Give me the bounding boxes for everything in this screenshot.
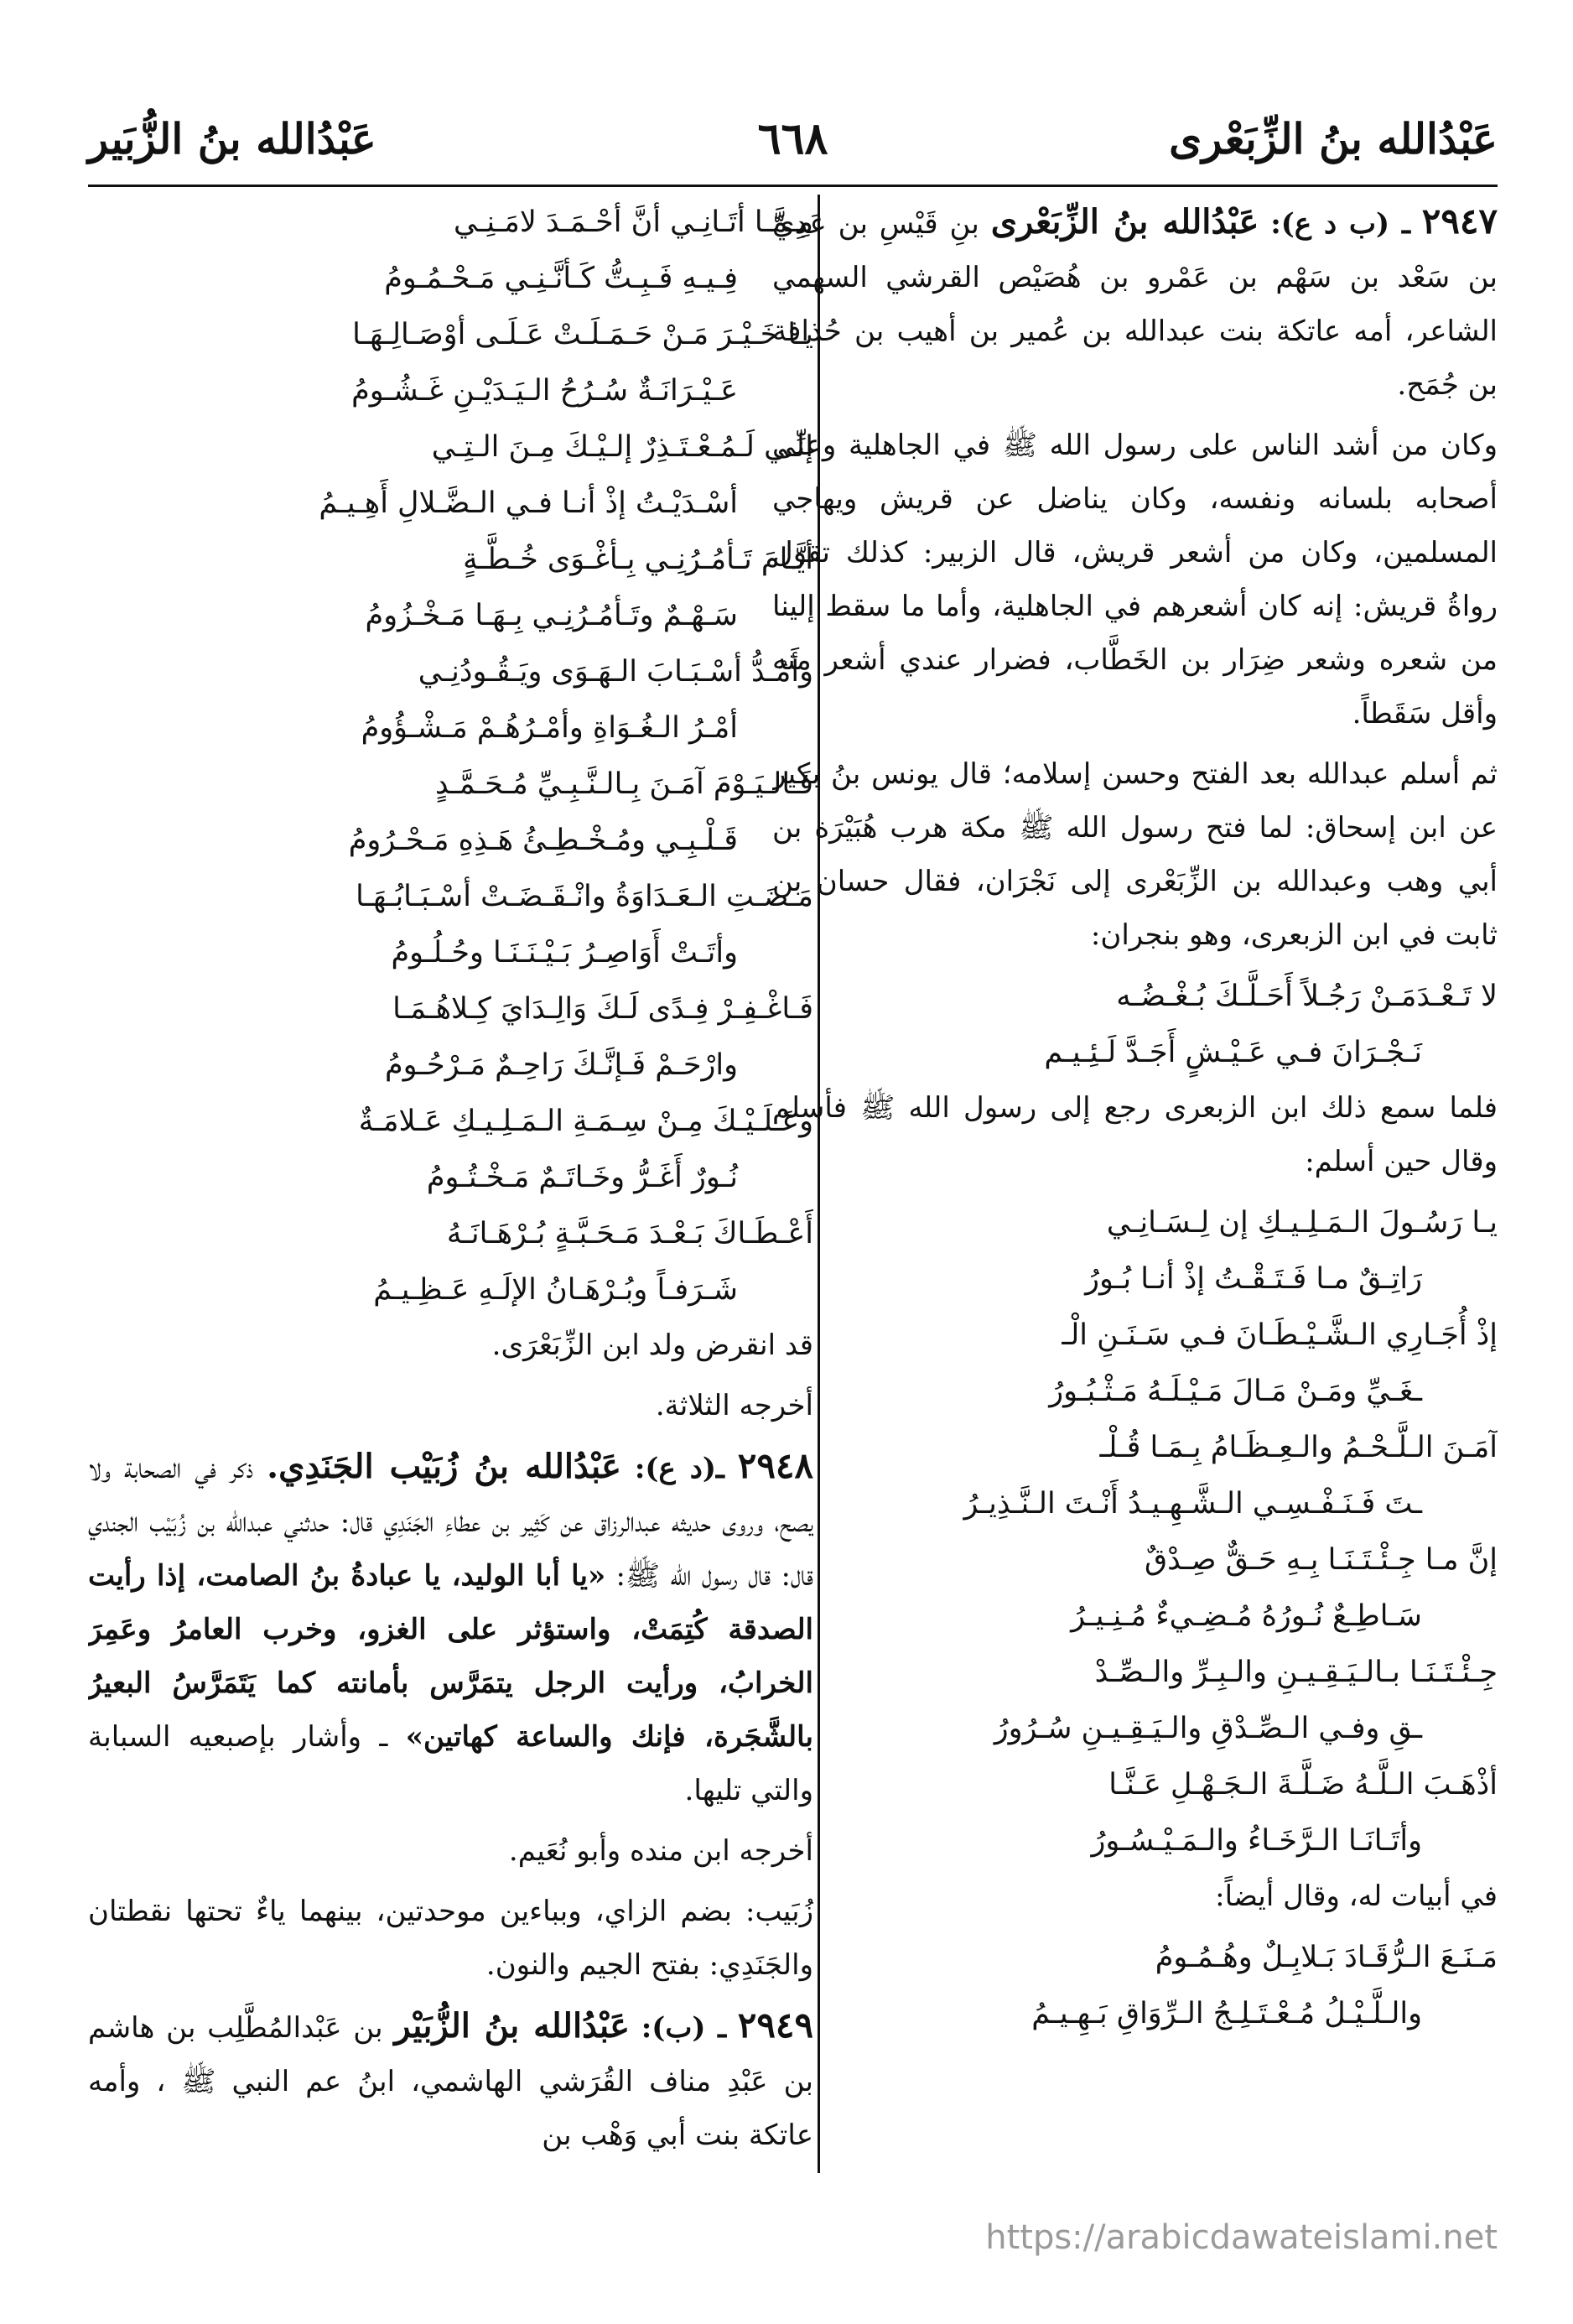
verse-line: أَعْـطَـاكَ بَـعْـدَ مَـحَـبَّـةٍ بُـرْهَـانَـهُ bbox=[446, 1217, 813, 1250]
entry-code: ـ (ب د ع): bbox=[1270, 207, 1410, 241]
verse-line: فَـالـيَـوْمَ آمَـنَ بِـالـنَّـبِـيِّ مُـحَـمَّـدٍ bbox=[435, 767, 813, 801]
verse-line: وأَمُـدُّ أسْـبَـابَ الـهَـوَى ويَـقُـودُنِـي bbox=[418, 655, 813, 689]
verse-line: إنَّ مـا جِـئْـتَـنَـا بِـهِ حَـقٌّ صِـدْقٌ bbox=[1144, 1543, 1498, 1577]
verse-line: ـغَـيِّ ومَـنْ مَـالَ مَـيْـلَـهُ مَـثْـبُـورُ bbox=[1049, 1375, 1422, 1408]
verse-line: أذْهَـبَ الـلَّـهُ ضَـلَّـةَ الـجَـهْـلِ عَـنَّـا bbox=[1108, 1768, 1498, 1801]
page-header bbox=[88, 92, 1498, 187]
right-column bbox=[772, 195, 1498, 2173]
entry-code: ـ(د ع): bbox=[634, 1452, 724, 1485]
entry-name: عَبْدُالله بنُ زُبَيْب الجَنَدِي. bbox=[267, 1447, 621, 1486]
verse-line: والـلَّـيْـلُ مُـعْـتَـلِـجُ الـرِّوَاقِ بَـهِـيـمُ bbox=[1031, 1997, 1422, 2030]
watermark-url: https://arabicdawateislami.net bbox=[985, 2218, 1498, 2257]
paragraph: أخرجه ابن منده وأبو نُعَيم. bbox=[508, 1834, 813, 1868]
poem bbox=[88, 195, 813, 1318]
entry-name: عَبْدُالله بنُ الزِّبَعْرى bbox=[990, 202, 1259, 242]
verse-line: جِـئْـتَـنَـا بـالـيَـقِـيـنِ والـبِـرِّ والـصِّـدْ bbox=[1094, 1656, 1498, 1689]
verse-line: أمْـرُ الـغُـوَاةِ وأمْـرُهُـمْ مَـشْـؤُومُ bbox=[361, 711, 738, 745]
verse-line: أيَّـامَ تَـأمُـرُنِـي بِـأغْـوَى خُـطَّـةٍ bbox=[463, 543, 813, 576]
poem bbox=[772, 1195, 1498, 1869]
verse-line: ـقِ وفـي الـصِّـدْقِ والـيَـقِـيـنِ سُـرُورُ bbox=[994, 1712, 1422, 1745]
verse-line: سَـهْـمٌ وتَـأمُـرُنِـي بِـهَـا مَـخْـزُومُ bbox=[365, 599, 738, 632]
verse-line: وارْحَـمْ فَـإنَّـكَ رَاحِـمٌ مَـرْحُـومُ bbox=[385, 1048, 738, 1082]
verse-line: لا تَـعْـدَمَـنْ رَجُـلاً أَحَـلَّـكَ بُـغْـضُـه bbox=[1116, 980, 1498, 1013]
verse-line: وأتَـتْ أَوَاصِـرُ بَـيْـنَـنَـا وحُـلُـومُ bbox=[391, 936, 738, 970]
verse-line: عَـيْـرَانَـةٌ سُـرُحُ الـيَـدَيْـنِ غَـشُـومُ bbox=[351, 374, 738, 408]
left-column bbox=[88, 195, 813, 2173]
header-right-title: عَبْدُالله بنُ الزِّبَعْرى bbox=[1169, 113, 1498, 164]
verse-line: نُـورٌ أَغَـرُّ وخَـاتَـمٌ مَـخْـتُـومُ bbox=[426, 1161, 738, 1194]
verse-line: رَاتِـقٌ مـا فَـتَـقْـتُ إذْ أنـا بُـورُ bbox=[1085, 1262, 1422, 1296]
verse-line: يـا رَسُـولَ الـمَـلِـيـكِ إن لِـسَـانِـي bbox=[1106, 1206, 1498, 1240]
entry-number: ٢٩٤٨ bbox=[737, 1445, 813, 1486]
entry-number: ٢٩٤٧ bbox=[1421, 200, 1498, 242]
header-left-title: عَبْدُالله بنُ الزُّبَير bbox=[88, 113, 376, 164]
paragraph: أخرجه الثلاثة. bbox=[655, 1389, 813, 1422]
verse-line: مَـضَـتِ الـعَـدَاوَةُ وانْـقَـضَـتْ أسْـبَـابُـهَـا bbox=[356, 880, 813, 913]
entry-2949 bbox=[88, 1999, 813, 2162]
paragraph: زُبَيب: بضم الزاي، وبباءين موحدتين، بينهما ياءٌ تحتها نقطتان والجَنَدِي: بفتح الجيم والنون. bbox=[88, 1895, 813, 1982]
entry-text: بنِ قَيْسِ بن عَدِيّ بن سَعْد بن سَهْم بن عَمْرو بن هُصَيْص القرشي السهمي الشاعر، أمه عاتكة بنت عبدالله بن عُمير بن أهيب بن حُذافة بن جُمَح. bbox=[772, 207, 1498, 402]
column-divider bbox=[818, 195, 820, 2173]
verse-line: يـا خَـيْـرَ مَـنْ حَـمَـلَـتْ عَـلَـى أوْصَـالِـهَـا bbox=[352, 318, 813, 351]
paragraph: في أبيات له، وقال أيضاً: bbox=[1215, 1879, 1498, 1913]
verse-line: فَـاغْـفِـرْ فِـدًى لَـكَ وَالِـدَايَ كِـلاهُـمَـا bbox=[392, 992, 813, 1026]
verse-line: مِـمَّـا أتَـانِـي أنَّ أحْـمَـدَ لامَـنِـي bbox=[453, 205, 813, 239]
entry-name: عَبْدُالله بنُ الزُّبَيْر bbox=[394, 2006, 630, 2046]
entry-text: ذكر في الصحابة ولا يصح، وروى حديثه عبدالرزاق عن كَثِير بن عطاءِ الجَنَدِي قال: حدثني عبدالله بن زُبَيْب الجندي قال: قال رسول الله ﷺ: bbox=[88, 1452, 813, 1593]
paragraph: فلما سمع ذلك ابن الزبعرى رجع إلى رسول الله ﷺ فأسلم وقال حين أسلم: bbox=[772, 1091, 1498, 1178]
paragraph: قد انقرض ولد ابن الزِّبَعْرَى. bbox=[491, 1328, 813, 1362]
entry-text: ـ وأشار بإصبعيه السبابة والتي تليها. bbox=[88, 1720, 813, 1807]
verse-line: إذْ أُجَـارِي الـشَّـيْـطَـانَ فـي سَـنَـنِ الْـ bbox=[1062, 1318, 1498, 1352]
verse-line: إنِّـي لَـمُـعْـتَـذِرٌ إلـيْـكَ مِـنَ الـتِـي bbox=[431, 430, 813, 464]
entry-2947 bbox=[772, 195, 1498, 412]
entry-text: بن عَبْدالمُطَّلِب بن هاشم بن عَبْدِ مناف القُرَشي الهاشمي، ابنُ عم النبي ﷺ ، وأمه عاتكة بنت أبي وَهْب بن bbox=[88, 2011, 813, 2152]
hadith-quote: «يا أبا الوليد، يا عبادةُ بنُ الصامت، إذا رأيت الصدقة كُتِمَتْ، واستؤثر على الغزو، وخرب العامرُ وعَمِرَ الخرابُ، ورأيت الرجل يتمَرَّس بأمانته كما يَتَمَرَّسُ البعيرُ بالشَّجَرة، فإنك والساعة كهاتين» bbox=[88, 1559, 813, 1754]
verse-line: قَـلْـبِـي ومُـخْـطِـئُ هَـذِهِ مَـحْـرُومُ bbox=[348, 824, 738, 857]
verse-line: سَـاطِـعٌ نُـورُهُ مُـضِـيءٌ مُـنِـيـرُ bbox=[1071, 1599, 1422, 1633]
poem bbox=[772, 969, 1498, 1081]
paragraph: ثم أسلم عبدالله بعد الفتح وحسن إسلامه؛ قال يونس بنُ بكير عن ابن إسحاق: لما فتح رسول الله ﷺ مكة هرب هُبَيْرَة بن أبي وهب وعبدالله بن الزِّبَعْرى إلى نَجْرَان، فقال حسان بن ثابت في ابن الزبعرى، وهو بنجران: bbox=[772, 757, 1498, 952]
verse-line: وأتَـانَـا الـرَّخَـاءُ والـمَـيْـسُـورُ bbox=[1091, 1824, 1422, 1858]
verse-line: مَـنَـعَ الـرُّقَـادَ بَـلابِـلٌ وهُـمُـومُ bbox=[1155, 1941, 1498, 1974]
verse-line: شَـرَفـاً وبُـرْهَـانُ الإلَـهِ عَـظِـيـمُ bbox=[373, 1273, 738, 1307]
page-number: ٦٦٨ bbox=[757, 112, 828, 164]
poem bbox=[772, 1930, 1498, 2042]
entry-number: ٢٩٤٩ bbox=[737, 2004, 813, 2046]
entry-2948 bbox=[88, 1439, 813, 1817]
entry-code: ـ (ب): bbox=[641, 2011, 727, 2045]
verse-line: نَـجْـرَانَ فـي عَـيْـشٍ أَجَـدَّ لَـئِـيـم bbox=[1044, 1036, 1422, 1069]
verse-line: فِـيـهِ فَـبِـتُّ كَـأنَّـنِـي مَـحْـمُـومُ bbox=[384, 262, 738, 295]
paragraph: وكان من أشد الناس على رسول الله ﷺ في الجاهلية وعلى أصحابه بلسانه ونفسه، وكان يناضل عن قريش ويهاجي المسلمين، وكان من أشعر قريش، قال الزبير: كذلك تقول رواةُ قريش: إنه كان أشعرهم في الجاهلية، وأما ما سقط إلينا من شعره وشعر ضِرَار بن الخَطَّاب، فضرار عندي أشعر منه وأقل سَقَطاً. bbox=[772, 429, 1498, 730]
verse-line: آمَـنَ الـلَّـحْـمُ والـعِـظَـامُ بِـمَـا قُـلْـ bbox=[1099, 1431, 1498, 1464]
verse-line: وعَـلَـيْـكَ مِـنْ سِـمَـةِ الـمَـلِـيـكِ عَـلامَـةٌ bbox=[358, 1105, 813, 1138]
verse-line: أسْـدَيْـتُ إذْ أنـا فـي الـضَّـلالِ أَهِـيـمُ bbox=[319, 486, 738, 520]
verse-line: ـتَ فَـنَـفْـسِـي الـشَّـهِـيـدُ أَنْـتَ الـنَّـذِيـرُ bbox=[963, 1487, 1422, 1521]
